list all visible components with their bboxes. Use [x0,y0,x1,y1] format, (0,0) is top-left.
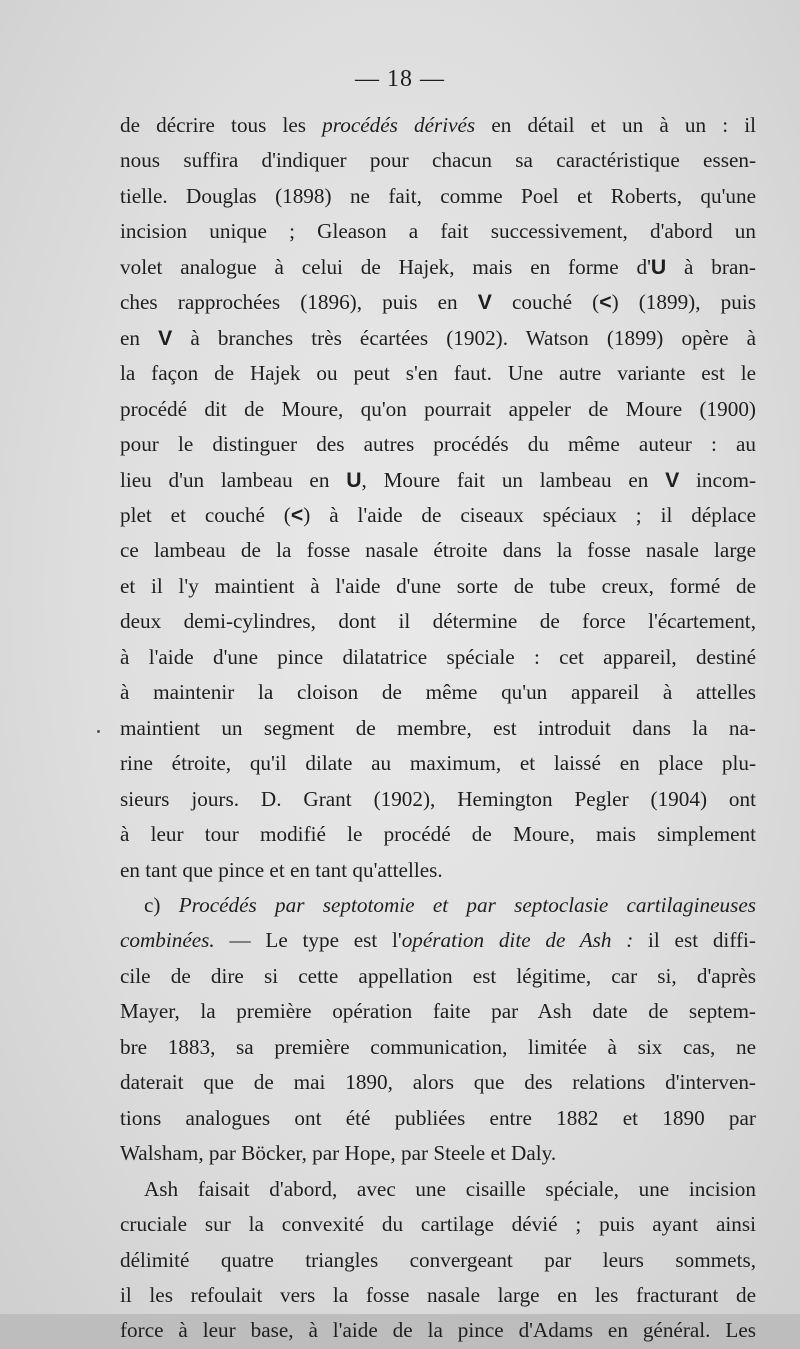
text-span: deux demi-cylindres, dont il détermine de force l'écartement, [120,609,756,634]
text-span: nous suffira d'indiquer pour chacun sa caractéristique essen- [120,148,756,173]
text-span: bre 1883, sa première communication, limitée à six cas, ne [120,1034,756,1059]
text-span: de décrire tous les [120,113,323,137]
text-span: pour le distinguer des autres procédés du même auteur : au [120,432,756,457]
shape-letter: U [650,255,667,279]
text-line [120,179,756,214]
italic-span: combinées. [120,928,215,953]
shape-letter: V [158,326,173,350]
text-span: volet analogue à celui de Hajek, mais en forme d' [120,254,651,279]
text-span: cile de dire si cette appellation est légitime, car si, d'après [120,963,756,988]
text-line [120,959,756,994]
text-line [120,1101,756,1136]
text-span: à leur tour modifié le procédé de Moure, mais simplement [120,822,756,847]
text-span: cruciale sur la convexité du cartilage dévié ; puis ayant ainsi [120,1212,756,1237]
text-line [120,675,756,710]
text-span: il les refoulait vers la fosse nasale large en les fracturant de [120,1282,756,1307]
text-span: daterait que de mai 1890, alors que des relations d'interven- [120,1070,756,1095]
text-span: force à leur base, à l'aide de la pince d'Adams en général. Les [120,1318,756,1343]
text-span: la façon de Hajek ou peut s'en faut. Une autre variante est le [120,361,756,386]
text-span: Ash faisait d'abord, avec une cisaille spéciale, une incision [144,1176,756,1201]
text-span: à maintenir la cloison de même qu'un appareil à attelles [120,680,756,705]
text-span: c) [144,892,179,917]
italic-span: opération dite de Ash : [401,928,634,953]
text-span: en [120,325,159,350]
text-span: — Le type est l' [214,928,402,953]
text-line [120,1065,756,1100]
text-span: à branches très écartées (1902). Watson (1899) opère à [172,325,756,350]
text-line [120,463,756,498]
text-span: lieu d'un lambeau en [120,467,347,492]
shape-letter: U [346,468,362,492]
text-span: ) (1899), puis [611,290,756,315]
text-span: procédé dit de Moure, qu'on pourrait appeler de Moure (1900) [120,396,756,421]
text-line [120,1136,756,1171]
text-line [120,782,756,817]
text-span: Walsham, par Böcker, par Hope, par Steele et Daly. [120,1141,557,1166]
text-line [120,746,756,781]
text-line [120,533,756,568]
text-line [120,711,756,746]
text-span: maintient un segment de membre, est introduit dans la na- [120,715,756,740]
text-span: à bran- [666,254,756,279]
text-line [120,888,756,923]
shape-letter: V [477,291,492,315]
text-line [120,1243,756,1278]
text-span: délimité quatre triangles convergeant par leurs sommets, [120,1247,756,1272]
text-line [120,994,756,1029]
text-span: tions analogues ont été publiées entre 1882 et 1890 par [120,1105,756,1130]
text-line [120,1172,756,1207]
text-span: il est diffi- [633,928,756,953]
text-line [120,817,756,852]
text-span: incision unique ; Gleason a fait successivement, d'abord un [120,219,756,244]
text-span: en tant que pince et en tant qu'attelles. [120,857,443,882]
italic-span: procédés dérivés [322,113,476,137]
text-line [120,1207,756,1242]
text-line [120,214,756,249]
text-span: ce lambeau de la fosse nasale étroite dans la fosse nasale large [120,538,756,563]
text-span: , Moure fait un lambeau en [361,467,666,492]
text-line [120,356,756,391]
text-span: Mayer, la première opération faite par Ash date de septem- [120,999,756,1024]
text-span: ) à l'aide de ciseaux spéciaux ; il déplace [303,502,756,527]
text-span: tielle. Douglas (1898) ne fait, comme Poel et Roberts, qu'une [120,183,756,208]
shape-letter: < [290,503,304,527]
text-span: couché ( [491,290,600,315]
text-line [120,1278,756,1313]
text-line [120,640,756,675]
text-line [120,853,756,888]
text-span: ches rapprochées (1896), puis en [120,290,478,315]
text-line [120,923,756,958]
text-span: rine étroite, qu'il dilate au maximum, et laissé en place plu- [120,751,756,776]
text-line [120,250,756,285]
text-span: plet et couché ( [120,502,291,527]
text-line [120,392,756,427]
text-line [120,569,756,604]
text-span: à l'aide d'une pince dilatatrice spéciale : cet appareil, destiné [120,644,756,669]
margin-mark [97,730,100,733]
shape-letter: < [599,291,612,315]
text-line [120,427,756,462]
text-span: et il l'y maintient à l'aide d'une sorte de tube creux, formé de [120,573,756,598]
text-line [120,285,756,320]
shape-letter: V [665,468,680,492]
italic-span: Procédés par septotomie et par septoclasie cartilagineuses [178,892,756,917]
body-text [120,108,756,1349]
text-line [120,108,756,143]
text-line [120,498,756,533]
text-line [120,1030,756,1065]
page-number: — 18 — [355,66,445,92]
text-line [120,321,756,356]
text-span: incom- [679,467,756,492]
text-line [120,1313,756,1348]
text-span: en détail et un à un : il [475,113,756,137]
text-span: sieurs jours. D. Grant (1902), Hemington Pegler (1904) ont [120,786,756,811]
text-line [120,604,756,639]
text-line [120,143,756,178]
